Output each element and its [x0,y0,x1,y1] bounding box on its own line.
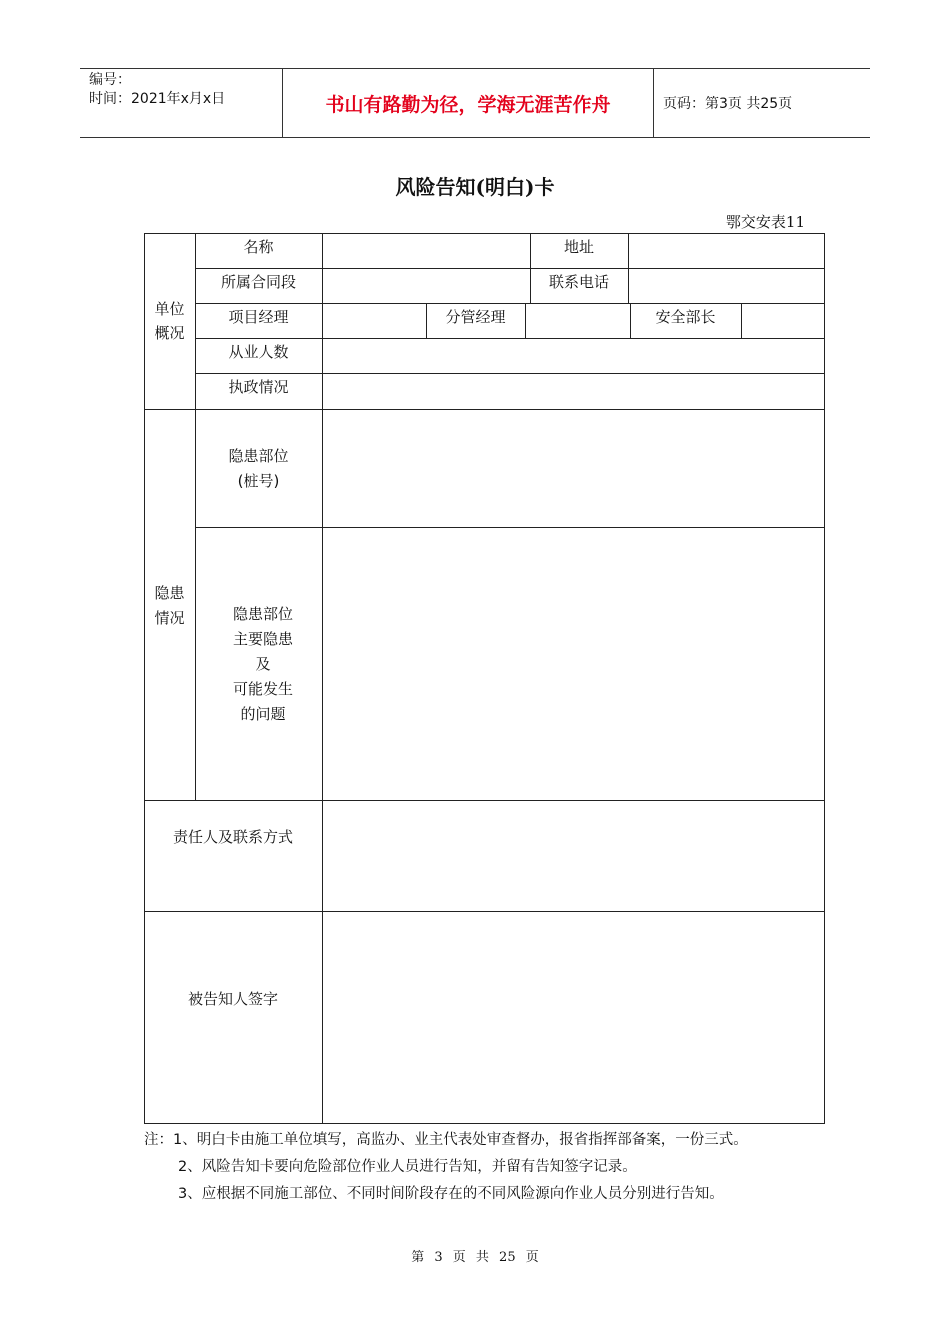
enforcement-field[interactable] [323,374,824,409]
note-1: 注：1、明白卡由施工单位填写，高监办、业主代表处审查督办，报省指挥部备案，一份三式。 [144,1132,748,1148]
note-3: 3、应根据不同施工部位、不同时间阶段存在的不同风险源向作业人员分别进行告知。 [178,1186,724,1202]
note-2: 2、风险告知卡要向危险部位作业人员进行告知，并留有告知签字记录。 [178,1159,637,1175]
project-manager-label: 项目经理 [228,308,289,326]
staff-count-field[interactable] [323,339,824,373]
safety-head-label: 安全部长 [655,308,716,326]
header-meta [80,69,282,137]
name-label: 名称 [243,238,274,256]
safety-head-field[interactable] [742,304,824,338]
form-notes [144,1128,814,1206]
address-field[interactable] [629,234,824,268]
project-manager-field[interactable] [323,304,426,338]
risk-notice-form [144,233,825,1124]
serial-label: 编号： [89,72,131,88]
phone-field[interactable] [629,269,824,303]
deputy-manager-label: 分管经理 [445,308,506,326]
page-footer: 第 3 页 共 25 页 [411,1250,539,1265]
contract-section-field[interactable] [323,269,530,303]
phone-label: 联系电话 [548,273,609,291]
responsible-person-label: 责任人及联系方式 [172,828,293,846]
hazard-location-label: 隐患部位 (桩号) [228,447,289,490]
signature-label: 被告知人签字 [187,990,278,1008]
unit-overview-label: 单位 概况 [154,300,185,342]
hazard-overview-label: 隐患 情况 [154,584,185,627]
enforcement-label: 执政情况 [228,378,289,396]
hazard-problems-label: 隐患部位 主要隐患 及 可能发生 的问题 [232,605,293,723]
name-field[interactable] [323,234,530,268]
form-code: 鄂交安表11 [725,213,805,231]
contract-section-label: 所属合同段 [220,273,296,291]
hazard-location-field[interactable] [323,410,824,527]
header-motto: 书山有路勤为径，学海无涯苦作舟 [282,69,654,137]
page-header [80,68,870,138]
header-page-info: 页码：第3页 共25页 [663,96,793,112]
deputy-manager-field[interactable] [526,304,630,338]
responsible-person-field[interactable] [323,801,824,911]
date-label: 时间：2021年x月x日 [89,91,226,107]
hazard-problems-field[interactable] [323,528,824,800]
staff-count-label: 从业人数 [228,343,289,361]
address-label: 地址 [563,238,594,256]
signature-field[interactable] [323,912,824,1123]
document-title: 风险告知(明白)卡 [395,175,555,199]
